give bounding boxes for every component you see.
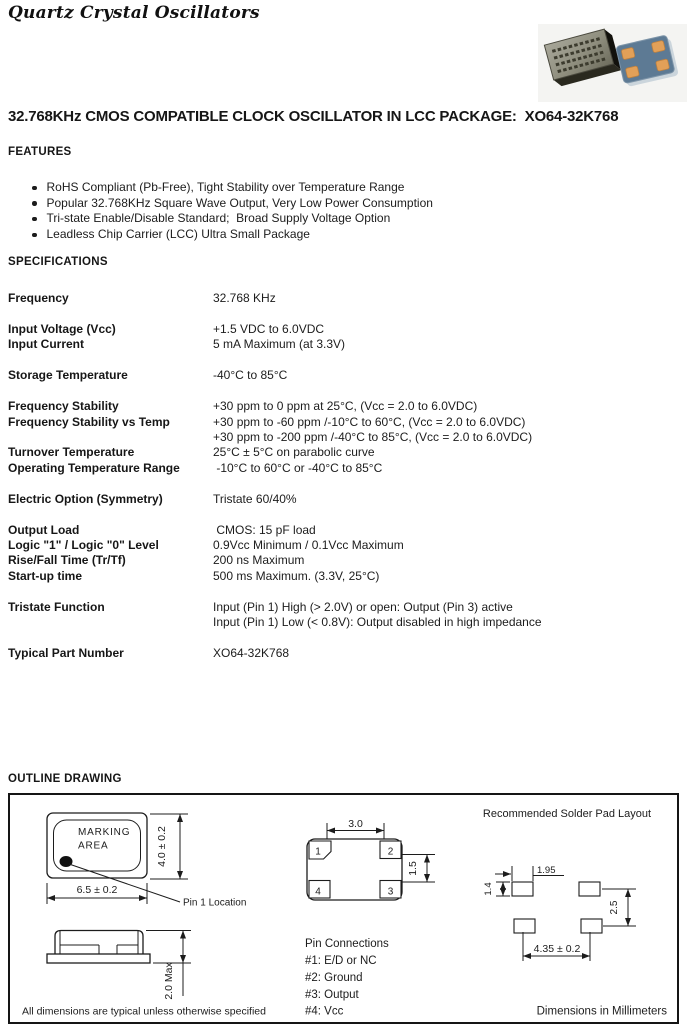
feature-text: RoHS Compliant (Pb-Free), Tight Stability over Temperature Range bbox=[46, 180, 405, 194]
bullet-icon bbox=[32, 217, 37, 222]
pad-4-number: 4 bbox=[315, 886, 321, 898]
spec-label bbox=[8, 430, 213, 445]
spec-group bbox=[8, 291, 678, 306]
spec-value: 500 ms Maximum. (3.3V, 25°C) bbox=[213, 568, 380, 583]
outline-drawing bbox=[10, 795, 677, 1022]
table-row bbox=[8, 538, 678, 553]
outline-drawing-box bbox=[8, 793, 679, 1024]
spec-group bbox=[8, 322, 678, 353]
dim-package-width: 6.5 ± 0.2 bbox=[76, 884, 118, 896]
pad-2-number: 2 bbox=[387, 846, 394, 858]
features-section bbox=[8, 146, 668, 243]
pad-3-number: 3 bbox=[387, 886, 394, 898]
table-row bbox=[8, 523, 678, 538]
solder-pad bbox=[514, 919, 535, 933]
solder-pad bbox=[579, 882, 600, 896]
spec-value: Input (Pin 1) High (> 2.0V) or open: Output (Pin 3) active bbox=[213, 599, 513, 614]
solder-pad-layout bbox=[483, 808, 651, 961]
spec-value: +30 ppm to -200 ppm /-40°C to 85°C, (Vcc = 2.0 to 6.0VDC) bbox=[213, 429, 533, 444]
package-land-view bbox=[307, 818, 435, 900]
features-heading: FEATURES bbox=[8, 146, 72, 158]
marking-area-label-line2: AREA bbox=[78, 840, 109, 852]
list-item bbox=[8, 180, 668, 196]
table-row bbox=[8, 399, 678, 414]
spec-group bbox=[8, 368, 678, 383]
spec-value: Tristate 60/40% bbox=[213, 491, 297, 506]
spec-label: Frequency Stability vs Temp bbox=[8, 414, 170, 429]
spec-label: Frequency bbox=[8, 291, 69, 305]
table-row bbox=[8, 430, 678, 445]
spec-label: Output Load bbox=[8, 522, 80, 537]
spec-group bbox=[8, 492, 678, 507]
package-top-view bbox=[47, 813, 246, 909]
spec-value: +1.5 VDC to 6.0VDC bbox=[213, 321, 325, 336]
spec-label: Typical Part Number bbox=[8, 646, 124, 660]
list-item bbox=[8, 227, 668, 243]
pin-connection-1: #1: E/D or NC bbox=[305, 955, 377, 967]
spec-label: Input Voltage (Vcc) bbox=[8, 321, 116, 336]
dim-solder-row-pitch: 2.5 bbox=[609, 900, 620, 915]
pin-connections-heading: Pin Connections bbox=[305, 938, 389, 950]
spec-label: Input Current bbox=[8, 337, 84, 352]
spec-label: Frequency Stability bbox=[8, 399, 119, 414]
table-row bbox=[8, 600, 678, 615]
dim-solder-pad-height: 1.4 bbox=[483, 882, 494, 896]
spec-group bbox=[8, 646, 678, 661]
package-side-view bbox=[47, 931, 191, 1000]
outline-drawing-section bbox=[8, 773, 679, 1024]
feature-text: Popular 32.768KHz Square Wave Output, Very Low Power Consumption bbox=[46, 195, 433, 210]
spec-label: Operating Temperature Range bbox=[8, 460, 180, 475]
solder-pad bbox=[581, 919, 602, 933]
pin-connection-2: #2: Ground bbox=[305, 972, 363, 984]
spec-label: Tristate Function bbox=[8, 599, 105, 614]
spec-label bbox=[8, 615, 213, 630]
pin1-location-label: Pin 1 Location bbox=[183, 897, 247, 909]
spec-label: Start-up time bbox=[8, 568, 83, 583]
specifications-section bbox=[8, 256, 678, 677]
bullet-icon bbox=[32, 201, 37, 206]
feature-text: Tri-state Enable/Disable Standard; Broad Supply Voltage Option bbox=[46, 211, 391, 226]
dim-solder-pad-width: 1.95 bbox=[537, 865, 556, 876]
pin1-dot bbox=[60, 856, 73, 867]
spec-value: -40°C to 85°C bbox=[213, 368, 288, 383]
dim-pad-span-horizontal: 3.0 bbox=[348, 818, 363, 830]
spec-table bbox=[8, 291, 678, 661]
spec-value: CMOS: 15 pF load bbox=[213, 522, 316, 537]
list-item bbox=[8, 196, 668, 212]
spec-label: Logic "1" / Logic "0" Level bbox=[8, 537, 159, 552]
table-row bbox=[8, 445, 678, 460]
table-row bbox=[8, 553, 678, 568]
list-item bbox=[8, 211, 668, 227]
dim-package-height: 4.0 ± 0.2 bbox=[156, 826, 168, 867]
spec-label: Storage Temperature bbox=[8, 368, 128, 383]
table-row bbox=[8, 368, 678, 383]
pin-connection-3: #3: Output bbox=[305, 989, 359, 1001]
bullet-icon bbox=[32, 186, 37, 191]
table-row bbox=[8, 569, 678, 584]
dim-pad-span-vertical: 1.5 bbox=[407, 861, 419, 876]
outline-heading: OUTLINE DRAWING bbox=[8, 773, 122, 785]
table-row bbox=[8, 337, 678, 352]
dimensions-note-left: All dimensions are typical unless otherwise specified bbox=[22, 1005, 266, 1018]
table-row bbox=[8, 646, 678, 661]
spec-value: 200 ns Maximum bbox=[213, 553, 305, 568]
spec-group bbox=[8, 523, 678, 585]
spec-group bbox=[8, 399, 678, 476]
specifications-heading: SPECIFICATIONS bbox=[8, 256, 108, 268]
table-row bbox=[8, 415, 678, 430]
spec-value: 32.768 KHz bbox=[213, 291, 276, 305]
table-row bbox=[8, 492, 678, 507]
spec-value: 0.9Vcc Minimum / 0.1Vcc Maximum bbox=[213, 537, 404, 552]
spec-group bbox=[8, 600, 678, 631]
page-title: Quartz Crystal Oscillators bbox=[8, 3, 260, 23]
marking-area-label-line1: MARKING bbox=[78, 827, 131, 838]
table-row bbox=[8, 615, 678, 630]
bullet-icon bbox=[32, 233, 37, 238]
feature-text: Leadless Chip Carrier (LCC) Ultra Small Package bbox=[46, 227, 310, 242]
spec-label: Electric Option (Symmetry) bbox=[8, 491, 163, 506]
spec-value: XO64-32K768 bbox=[213, 646, 290, 660]
pad-1-number: 1 bbox=[315, 846, 321, 858]
feature-list bbox=[8, 180, 668, 243]
dim-solder-col-pitch: 4.35 ± 0.2 bbox=[533, 943, 581, 955]
pin-connections bbox=[305, 938, 389, 1018]
dim-package-thickness: 2.0 Max bbox=[163, 962, 175, 1000]
dimensions-note-right: Dimensions in Millimeters bbox=[536, 1005, 667, 1018]
spec-value: 5 mA Maximum (at 3.3V) bbox=[213, 337, 346, 352]
table-row bbox=[8, 291, 678, 306]
spec-value: 25°C ± 5°C on parabolic curve bbox=[213, 445, 375, 460]
spec-value: +30 ppm to -60 ppm /-10°C to 60°C, (Vcc = 2.0 to 6.0VDC) bbox=[213, 414, 526, 429]
solder-pad bbox=[512, 882, 533, 896]
spec-value: Input (Pin 1) Low (< 0.8V): Output disabled in high impedance bbox=[213, 615, 542, 630]
solder-layout-title: Recommended Solder Pad Layout bbox=[482, 808, 652, 820]
table-row bbox=[8, 322, 678, 337]
pin-connection-4: #4: Vcc bbox=[305, 1005, 344, 1018]
spec-label: Rise/Fall Time (Tr/Tf) bbox=[8, 553, 126, 568]
product-photos bbox=[538, 24, 687, 102]
spec-value: -10°C to 60°C or -40°C to 85°C bbox=[213, 460, 383, 475]
spec-label: Turnover Temperature bbox=[8, 445, 135, 460]
spec-value: +30 ppm to 0 ppm at 25°C, (Vcc = 2.0 to 6.0VDC) bbox=[213, 399, 478, 414]
table-row bbox=[8, 461, 678, 476]
document-title: 32.768KHz CMOS COMPATIBLE CLOCK OSCILLATOR IN LCC PACKAGE: XO64-32K768 bbox=[8, 108, 619, 125]
